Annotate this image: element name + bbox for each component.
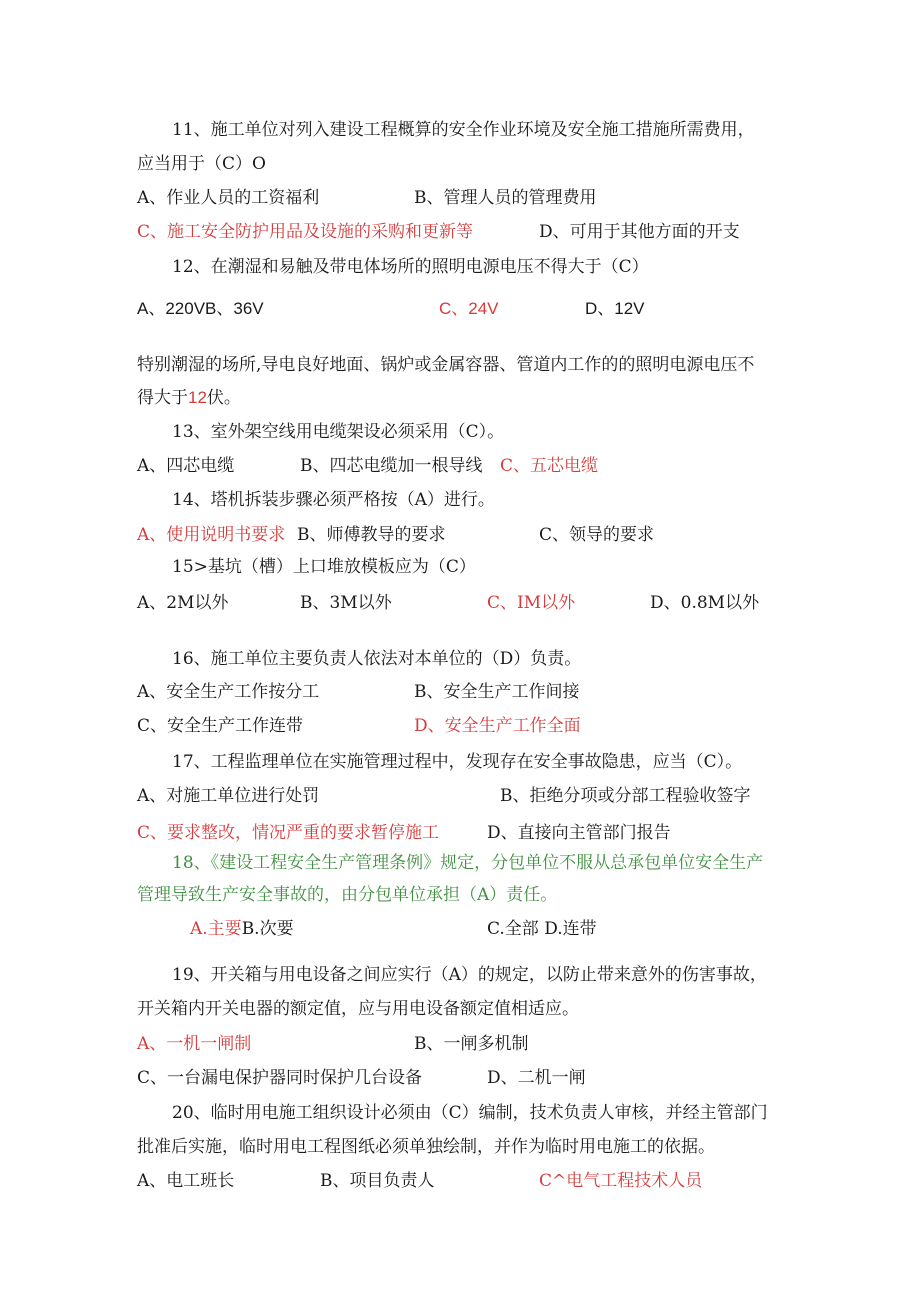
q13-option-b: B、四芯电缆加一根导线	[300, 456, 483, 476]
q20-option-b: B、项目负责人	[320, 1171, 435, 1191]
q14-stem: 14、塔机拆装步骤必须严格按（A）进行。	[172, 490, 495, 510]
q11-option-c: C、施工安全防护用品及设施的采购和更新等	[137, 222, 474, 242]
q15-option-b: B、3M以外	[300, 593, 392, 613]
q12-note-pre: 得大于	[137, 388, 188, 408]
q13-option-a: A、四芯电缆	[137, 456, 235, 476]
q12-stem: 12、在潮湿和易触及带电体场所的照明电源电压不得大于（C）	[172, 257, 649, 277]
q17-option-c: C、要求整改，情况严重的要求暂停施工	[137, 823, 440, 843]
q12-note-number: 12	[188, 388, 207, 407]
q12-option-ab: A、220VB、36V	[137, 299, 264, 318]
q12-note-post: 伏。	[206, 388, 241, 408]
q14-option-a: A、使用说明书要求	[137, 525, 286, 545]
q19-stem-line2: 开关箱内开关电器的额定值，应与用电设备额定值相适应。	[137, 999, 579, 1019]
q17-stem: 17、工程监理单位在实施管理过程中，发现存在安全事故隐患，应当（C）。	[172, 752, 743, 772]
q12-option-d: D、12V	[585, 299, 645, 318]
q18-option-b: B.次要	[241, 919, 294, 939]
q15-option-c: C、IM以外	[487, 593, 576, 613]
q19-option-d: D、二机一闸	[487, 1068, 586, 1088]
q20-stem-line1: 20、临时用电施工组织设计必须由（C）编制，技术负责人审核，并经主管部门	[172, 1103, 768, 1123]
q11-option-d: D、可用于其他方面的开支	[539, 222, 740, 242]
q16-option-b: B、安全生产工作间接	[414, 682, 580, 702]
q15-option-a: A、2M以外	[137, 593, 229, 613]
q14-option-b: B、师傅教导的要求	[297, 525, 446, 545]
q16-option-d: D、安全生产工作全面	[414, 716, 581, 736]
q16-option-c: C、安全生产工作连带	[137, 716, 304, 736]
q13-stem: 13、室外架空线用电缆架设必须采用（C）。	[172, 422, 505, 442]
q12-option-c: C、24V	[439, 299, 499, 318]
q12-note-line1: 特别潮湿的场所,导电良好地面、锅炉或金属容器、管道内工作的的照明电源电压不	[137, 355, 755, 375]
q19-stem-line1: 19、开关箱与用电设备之间应实行（A）的规定，以防止带来意外的伤害事故，	[172, 965, 767, 985]
q18-stem-line2: 管理导致生产安全事故的，由分包单位承担（A）责任。	[137, 885, 558, 905]
q11-stem-line1: 11、施工单位对列入建设工程概算的安全作业环境及安全施工措施所需费用，	[172, 120, 755, 140]
q18-options-ab	[190, 918, 294, 940]
q19-option-b: B、一闸多机制	[414, 1034, 529, 1054]
q20-stem-line2: 批准后实施，临时用电工程图纸必须单独绘制，并作为临时用电施工的依据。	[137, 1137, 715, 1157]
q11-option-b: B、管理人员的管理费用	[414, 188, 597, 208]
q11-option-a: A、作业人员的工资福利	[137, 188, 320, 208]
q15-stem: 15>基坑（槽）上口堆放模板应为（C）	[172, 557, 476, 577]
q17-option-b: B、拒绝分项或分部工程验收签字	[500, 786, 751, 806]
q16-option-a: A、安全生产工作按分工	[137, 682, 320, 702]
q19-option-c: C、一台漏电保护器同时保护几台设备	[137, 1068, 423, 1088]
q16-stem: 16、施工单位主要负责人依法对本单位的（D）负责。	[172, 649, 582, 669]
q11-stem-line2: 应当用于（C）O	[137, 154, 266, 174]
q20-option-a: A、电工班长	[137, 1171, 235, 1191]
q15-option-d: D、0.8M以外	[650, 593, 760, 613]
q13-option-c: C、五芯电缆	[500, 456, 599, 476]
q17-option-d: D、直接向主管部门报告	[487, 823, 671, 843]
q12-note-line2	[137, 387, 241, 409]
q14-option-c: C、领导的要求	[539, 525, 655, 545]
q18-stem-line1: 18、《建设工程安全生产管理条例》规定，分包单位不服从总承包单位安全生产	[172, 853, 764, 873]
q20-option-c: C^电气工程技术人员	[539, 1171, 703, 1191]
q18-option-a: A.主要	[190, 919, 242, 939]
q19-option-a: A、一机一闸制	[137, 1034, 252, 1054]
q17-option-a: A、对施工单位进行处罚	[137, 786, 320, 806]
q18-option-cd: C.全部 D.连带	[487, 919, 597, 939]
